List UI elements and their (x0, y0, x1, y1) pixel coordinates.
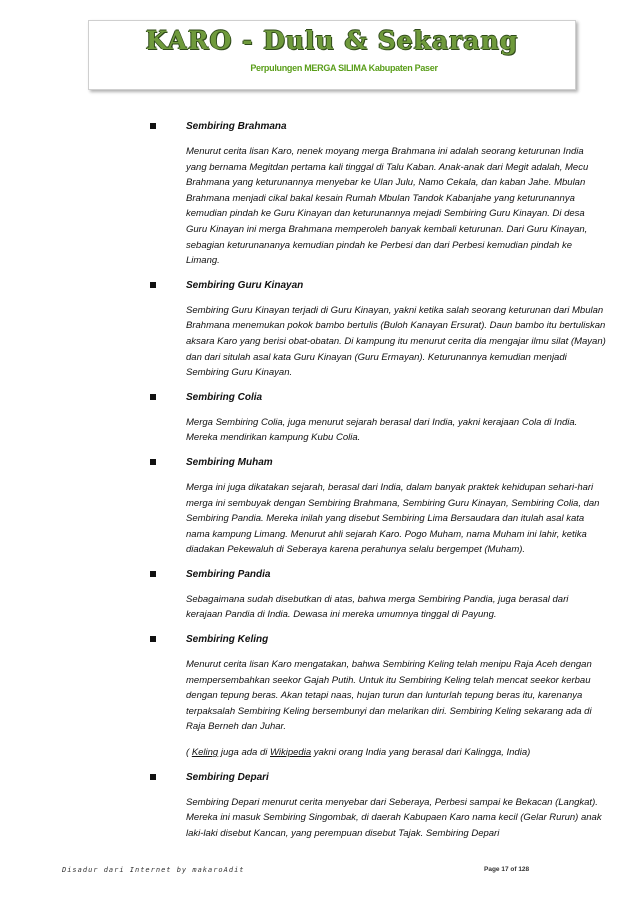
section-paragraph: Sembiring Guru Kinayan terjadi di Guru Kinayan, yakni ketika salah seorang keturunan dari Mbulan Brahmana menemukan pokok bambo bertulis (Buloh Kanayan Ersurat). Daun bambo itu bertuliskan aksara Karo yang berisi obat-obatan. Di kampung itu menurut cerita dia mengajar ilmu silat (Mayan) dan dari situlah asal kata Guru Kinayan (Guru Ermayan). Keturunannya kemudian menjadi Sembiring Guru Kinayan. (186, 304, 606, 379)
document-body (150, 120, 610, 851)
square-bullet-icon (150, 571, 156, 577)
square-bullet-icon (150, 636, 156, 642)
section-sembiring-colia (150, 391, 610, 446)
square-bullet-icon (150, 394, 156, 400)
section-paragraph: Menurut cerita lisan Karo, nenek moyang merga Brahmana ini adalah seorang keturunan India yang bernama Megitdan pertama kali tinggal di Talu Kaban. Anak-anak dari Megit adalah, Mecu Brahmana yang keturunannya menyebar ke Ulan Julu, Namo Cekala, dan kaban Jahe. Mbulan Brahmana menjadi cikal bakal kesain Rumah Mbulan Tandok Kabanjahe yang keturunannya kemudian pindah ke Guru Kinayan dan keturunannya mejadi Sembiring Guru Kinayan. Di desa Guru Kinayan ini merga Brahmana memperoleh banyak kembali keturunan. Dari Guru Kinayan, sebagian keturunananya kemudian pindah ke Perbesi dan dari Perbesi kemudian pindah ke Limang. (186, 146, 589, 267)
section-heading: Sembiring Keling (150, 633, 610, 647)
section-sembiring-muham (150, 456, 610, 558)
header-subtitle: Perpulungen MERGA SILIMA Kabupaten Paser (250, 63, 438, 73)
banner-title: KARO - Dulu & Sekarang (145, 26, 519, 55)
section-paragraph: Sembiring Depari menurut cerita menyebar dari Seberaya, Perbesi sampai ke Bekacan (Langkat). Mereka ini masuk Sembiring Singombak, di daerah Kabupaen Karo nama kecil (Gelar Rurun) anak laki-laki disebut Kancan, yang perempuan disebut Tajak. Sembiring Depari (186, 796, 602, 839)
section-sembiring-guru-kinayan (150, 279, 610, 381)
section-heading: Sembiring Pandia (150, 568, 610, 582)
section-sembiring-depari (150, 771, 610, 842)
section-heading: Sembiring Guru Kinayan (150, 279, 610, 293)
square-bullet-icon (150, 459, 156, 465)
section-heading: Sembiring Depari (150, 771, 610, 785)
square-bullet-icon (150, 282, 156, 288)
keling-link[interactable]: Keling (191, 747, 219, 759)
page-number: Page 17 of 128 (484, 866, 530, 873)
section-sembiring-brahmana (150, 120, 610, 269)
square-bullet-icon (150, 774, 156, 780)
section-sembiring-keling (150, 633, 610, 761)
square-bullet-icon (150, 123, 156, 129)
section-sembiring-pandia (150, 568, 610, 623)
section-heading: Sembiring Colia (150, 391, 610, 405)
section-heading: Sembiring Muham (150, 456, 610, 470)
wikipedia-link[interactable]: Wikipedia (270, 747, 312, 759)
section-paragraph: Merga Sembiring Colia, juga menurut sejarah berasal dari India, yakni kerajaan Cola di India. Mereka mendirikan kampung Kubu Colia. (186, 416, 578, 444)
keling-note: ( Keling juga ada di Wikipedia yakni orang India yang berasal dari Kalingga, India) (186, 747, 531, 759)
section-paragraph: Sebagaimana sudah disebutkan di atas, bahwa merga Sembiring Pandia, juga berasal dari kerajaan Pandia di India. Dewasa ini mereka umumnya tinggal di Payung. (186, 593, 569, 621)
section-heading: Sembiring Brahmana (150, 120, 610, 134)
footer-credit: Disadur dari Internet by makaroAdit (62, 866, 245, 874)
section-paragraph: Merga ini juga dikatakan sejarah, berasal dari India, dalam banyak praktek kehidupan sehari-hari merga ini sembuyak dengan Sembiring Brahmana, Sembiring Guru Kinayan, Sembiring Colia, dan Sembiring Pandia. Mereka inilah yang disebut Sembiring Lima Bersaudara dan itulah asal kata nama kampung Limang. Menurut ahli sejarah Karo. Pogo Muham, nama Muham ini lahir, ketika diadakan Pekewaluh di Seberaya karena perahunya selalu bergempet (Muham). (186, 481, 600, 556)
section-paragraph: Menurut cerita lisan Karo mengatakan, bahwa Sembiring Keling telah menipu Raja Aceh dengan mempersembahkan seekor Gajah Putih. Untuk itu Sembiring Keling telah mencat seekor kerbau dengan tepung beras. Akan tetapi naas, hujan turun dan lunturlah tepung beras itu, karenanya terpaksalah Sembiring Keling bersembunyi dan melarikan diri. Sembiring Keling sekarang ada di Raja Berneh dan Juhar. (186, 659, 592, 733)
page-header (88, 20, 576, 90)
